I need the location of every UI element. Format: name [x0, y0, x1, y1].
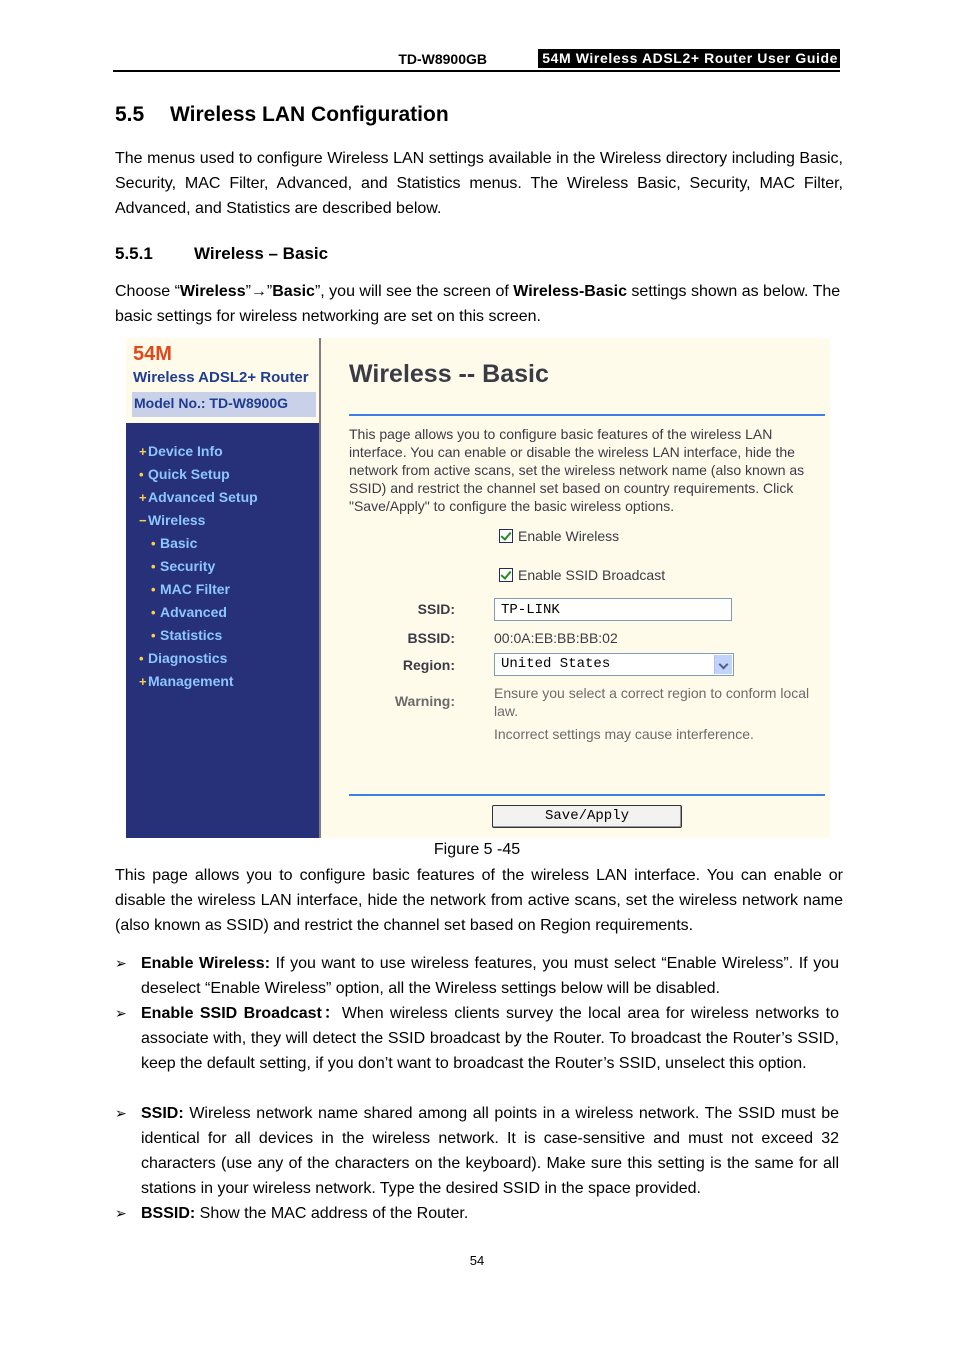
choose-text: ”: [245, 283, 251, 300]
wireless-basic-title: Wireless -- Basic: [349, 360, 549, 388]
nav-advanced[interactable]: [151, 604, 227, 620]
subsection-title: Wireless – Basic: [194, 244, 329, 263]
choose-text: ”: [266, 283, 273, 300]
nav-management[interactable]: [139, 673, 234, 689]
enable-ssid-broadcast-row: [499, 567, 665, 583]
nav-basic[interactable]: [151, 535, 197, 551]
bullet-term: SSID:: [141, 1105, 184, 1122]
router-screenshot: [126, 338, 830, 838]
frame-divider: [319, 338, 321, 838]
dot-icon: •: [151, 559, 156, 574]
region-label: Region:: [402, 657, 455, 673]
choose-bold-wireless-basic: Wireless-Basic: [513, 283, 627, 300]
nav-label: Device Info: [148, 443, 223, 459]
logo-router-name: Wireless ADSL2+ Router: [133, 369, 309, 386]
subsection-heading: [115, 244, 328, 264]
bullet-term: Enable Wireless:: [141, 955, 271, 972]
nav-advanced-setup[interactable]: [139, 489, 258, 505]
enable-ssid-broadcast-checkbox[interactable]: [499, 568, 513, 582]
nav-label: Statistics: [160, 627, 223, 643]
plus-icon: +: [139, 674, 147, 689]
choose-bold-wireless: Wireless: [179, 283, 246, 300]
nav-label: Diagnostics: [148, 650, 228, 666]
nav-label: Management: [148, 673, 234, 689]
section-number: 5.5: [115, 103, 145, 126]
router-logo-area: [126, 338, 319, 423]
arrow-bullet-icon: ➢: [115, 1205, 127, 1221]
bullet-text: When wireless clients survey the local area for wireless networks to associate with, they will detect the SSID broadcast by the Router. To broadcast the Router’s SSID, keep the default setting, if you don’t want to broadcast the Router’s SSID, unselect this option.: [141, 1005, 839, 1072]
dot-icon: •: [139, 467, 144, 482]
section-heading: [115, 103, 449, 127]
choose-text: settings shown as below. The basic settings for wireless networking are set on this screen.: [115, 283, 841, 325]
bullet-text: Show the MAC address of the Router.: [195, 1205, 469, 1222]
chevron-down-icon[interactable]: [714, 655, 732, 674]
warning-label: Warning:: [394, 693, 455, 709]
bssid-value: 00:0A:EB:BB:BB:02: [494, 630, 618, 646]
minus-icon: −: [139, 513, 147, 528]
header-model: TD-W8900GB: [398, 51, 487, 67]
enable-ssid-broadcast-label: Enable SSID Broadcast: [518, 567, 666, 583]
nav-quick-setup[interactable]: [139, 466, 230, 482]
ssid-input[interactable]: TP-LINK: [494, 598, 732, 621]
wireless-basic-description: This page allows you to configure basic features of the wireless LAN interface. You can enable or disable the wireless LAN interface, hide the network from active scans, set the wireless network name (also known as SSID) and restrict the channel set based on country requirements. Click "Save/Apply" to configure the basic wireless options.: [349, 426, 805, 514]
bullet-term: BSSID:: [141, 1205, 196, 1222]
nav-label: Advanced: [160, 604, 227, 620]
warning-text-1: Ensure you select a correct region to conform local law.: [494, 685, 810, 719]
ssid-label: SSID:: [417, 601, 455, 617]
arrow-bullet-icon: ➢: [115, 1005, 127, 1021]
nav-label: MAC Filter: [160, 581, 230, 597]
choose-paragraph: [115, 279, 843, 329]
region-selected-value: United States: [501, 656, 611, 672]
nav-label: Quick Setup: [148, 466, 230, 482]
router-sidebar: [126, 423, 319, 838]
nav-label: Security: [160, 558, 216, 574]
enable-wireless-label: Enable Wireless: [518, 528, 620, 544]
arrow-bullet-icon: ➢: [115, 1105, 127, 1121]
description-paragraph: This page allows you to configure basic features of the wireless LAN interface. You can enable or disable the wireless LAN interface, hide the network from active scans, set the wireless network name (also known as SSID) and restrict the channel set based on Region requirements.: [115, 867, 843, 934]
nav-wireless[interactable]: [139, 512, 205, 528]
enable-wireless-checkbox[interactable]: [499, 529, 513, 543]
arrow-icon: →: [250, 283, 267, 300]
header-rule: [113, 70, 840, 72]
section-title: Wireless LAN Configuration: [170, 103, 449, 126]
dot-icon: •: [139, 651, 144, 666]
page-number: 54: [469, 1253, 485, 1268]
dot-icon: •: [151, 628, 156, 643]
nav-label: Wireless: [148, 512, 206, 528]
save-apply-button[interactable]: Save/Apply: [492, 805, 682, 828]
footer-rule: [349, 794, 825, 796]
nav-label: Advanced Setup: [148, 489, 258, 505]
intro-paragraph: The menus used to configure Wireless LAN settings available in the Wireless directory including Basic, Security, MAC Filter, Advanced, and Statistics menus. The Wireless Basic, Security, MAC Filter, Advanced, and Statistics are described below.: [115, 150, 843, 217]
bullet-text: Wireless network name shared among all points in a wireless network. The SSID must be identical for all devices in the wireless network. It is case-sensitive and must not exceed 32 characters (use any of the characters on the keyboard). Make sure this setting is the same for all stations in your wireless network. Type the desired SSID in the space provided.: [141, 1105, 839, 1197]
dot-icon: •: [151, 605, 156, 620]
bullet-term: Enable SSID Broadcast：: [141, 1005, 342, 1022]
warning-text-2: Incorrect settings may cause interference.: [494, 726, 754, 742]
enable-wireless-row: [499, 528, 619, 544]
region-select[interactable]: [494, 653, 734, 676]
dot-icon: •: [151, 536, 156, 551]
arrow-bullet-icon: ➢: [115, 955, 127, 971]
logo-model-number: Model No.: TD-W8900G: [132, 392, 316, 417]
nav-diagnostics[interactable]: [139, 650, 227, 666]
plus-icon: +: [139, 490, 147, 505]
bullet-text: If you want to use wireless features, you must select “Enable Wireless”. If you deselect “Enable Wireless” option, all the Wireless settings below will be disabled.: [141, 955, 840, 997]
nav-statistics[interactable]: [151, 627, 222, 643]
logo-54m: 54M: [133, 343, 172, 365]
nav-label: Basic: [160, 535, 198, 551]
header-guide-title: 54M Wireless ADSL2+ Router User Guide: [538, 49, 840, 68]
subsection-number: 5.5.1: [115, 244, 153, 263]
bssid-label: BSSID:: [407, 630, 455, 646]
nav-security[interactable]: [151, 558, 215, 574]
nav-device-info[interactable]: [139, 443, 223, 459]
choose-text: ”, you will see the screen of: [314, 283, 514, 300]
title-rule: [349, 414, 825, 416]
dot-icon: •: [151, 582, 156, 597]
nav-mac-filter[interactable]: [151, 581, 230, 597]
plus-icon: +: [139, 444, 147, 459]
choose-bold-basic: Basic: [272, 283, 315, 300]
choose-text: Choose “: [115, 283, 180, 300]
running-header: [113, 49, 840, 69]
figure-caption: Figure 5 -45: [433, 841, 521, 858]
